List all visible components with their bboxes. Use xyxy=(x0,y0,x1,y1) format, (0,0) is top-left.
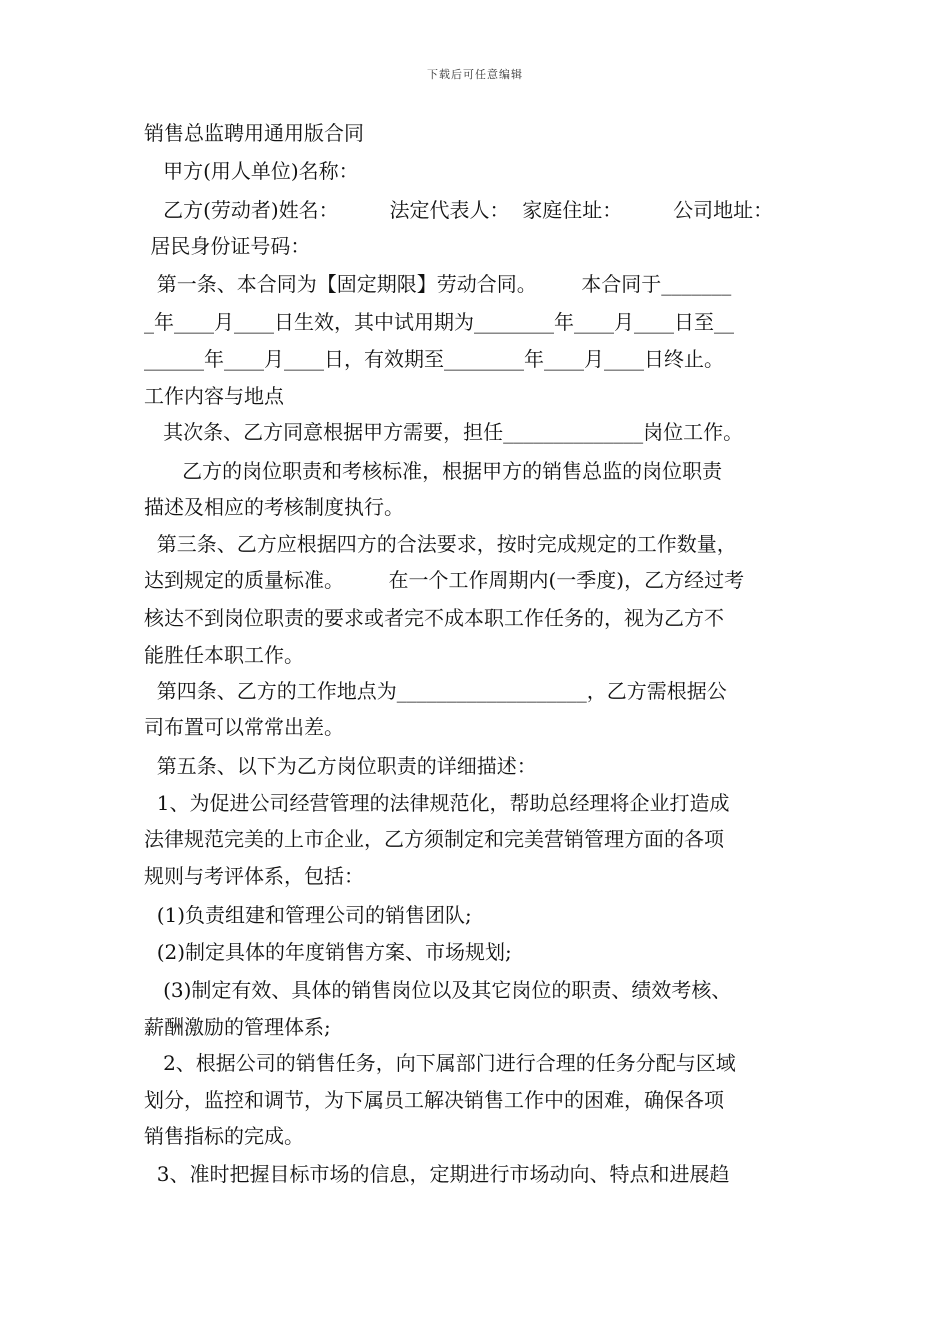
paragraph-line: 法律规范完美的上市企业，乙方须制定和完美营销管理方面的各项 xyxy=(144,827,724,851)
paragraph-line: _年____月____日生效，其中试用期为________年____月____日至__ xyxy=(144,310,734,334)
paragraph-line: 其次条、乙方同意根据甲方需要，担任______________岗位工作。 xyxy=(144,420,744,444)
paragraph-line: 销售指标的完成。 xyxy=(144,1124,304,1148)
paragraph-line: 乙方的岗位职责和考核标准，根据甲方的销售总监的岗位职责 xyxy=(144,459,723,483)
paragraph-line: 薪酬激励的管理体系; xyxy=(144,1015,331,1039)
paragraph-line: 划分，监控和调节，为下属员工解决销售工作中的困难，确保各项 xyxy=(144,1088,724,1112)
paragraph-line: 描述及相应的考核制度执行。 xyxy=(144,495,404,519)
paragraph-line: ______年____月____日，有效期至________年____月____日终止。 xyxy=(144,347,724,371)
paragraph-line: 达到规定的质量标准。 在一个工作周期内(一季度)，乙方经过考 xyxy=(144,568,745,592)
list-item: (3)制定有效、具体的销售岗位以及其它岗位的职责、绩效考核、 xyxy=(144,978,732,1002)
paragraph-line: 第五条、以下为乙方岗位职责的详细描述： xyxy=(144,754,537,778)
party-b-fields: 乙方(劳动者)姓名： 法定代表人： 家庭住址： 公司地址： xyxy=(144,198,774,222)
list-item: (1)负责组建和管理公司的销售团队; xyxy=(144,903,472,927)
doc-title: 销售总监聘用通用版合同 xyxy=(144,121,364,145)
party-a-name: 甲方(用人单位)名称： xyxy=(144,159,359,183)
paragraph-line: 第三条、乙方应根据四方的合法要求，按时完成规定的工作数量， xyxy=(144,532,737,556)
paragraph-line: 核达不到岗位职责的要求或者完不成本职工作任务的，视为乙方不 xyxy=(144,606,724,630)
header-note: 下载后可任意编辑 xyxy=(427,68,523,81)
id-number: 居民身份证号码： xyxy=(144,234,311,258)
section-heading: 工作内容与地点 xyxy=(144,384,284,408)
paragraph-line: 第四条、乙方的工作地点为___________________，乙方需根据公 xyxy=(144,679,727,703)
paragraph-line: 2、根据公司的销售任务，向下属部门进行合理的任务分配与区域 xyxy=(144,1051,736,1075)
paragraph-line: 规则与考评体系，包括： xyxy=(144,864,364,888)
paragraph-line: 第一条、本合同为【固定期限】劳动合同。 本合同于_______ xyxy=(144,272,732,296)
list-item: (2)制定具体的年度销售方案、市场规划; xyxy=(144,940,512,964)
paragraph-line: 司布置可以常常出差。 xyxy=(144,715,344,739)
paragraph-line: 能胜任本职工作。 xyxy=(144,643,304,667)
paragraph-line: 1、为促进公司经营管理的法律规范化，帮助总经理将企业打造成 xyxy=(144,791,730,815)
paragraph-line: 3、准时把握目标市场的信息，定期进行市场动向、特点和进展趋 xyxy=(144,1162,730,1186)
